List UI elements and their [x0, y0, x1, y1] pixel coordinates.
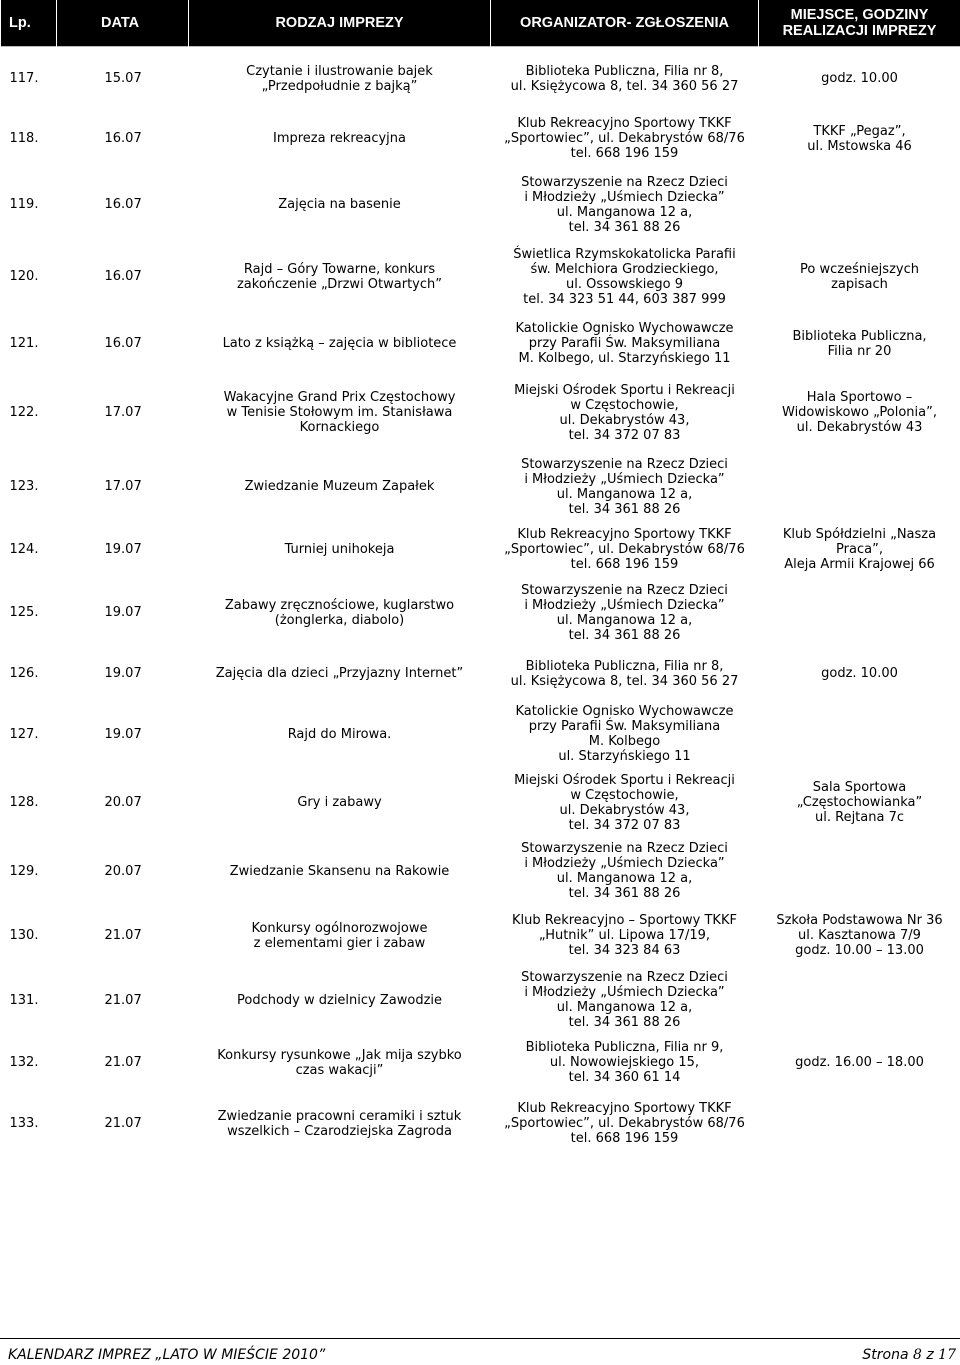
- row-location: Klub Spółdzielni „Nasza Praca”, Aleja Armii Krajowej 66: [759, 525, 960, 575]
- row-event-type: Konkursy ogólnorozwojowe z elementami gier i zabaw: [189, 909, 491, 963]
- separator-cell: [189, 644, 491, 651]
- separator-cell: [189, 47, 491, 54]
- row-separator: [1, 575, 960, 582]
- table-row: [1, 1095, 960, 1153]
- separator-cell: [759, 644, 960, 651]
- separator-cell: [759, 167, 960, 174]
- row-lp: 129.: [1, 841, 57, 902]
- row-separator: [1, 902, 960, 909]
- row-date: 19.07: [57, 525, 189, 575]
- separator-cell: [759, 370, 960, 377]
- row-organizer: Katolickie Ognisko Wychowawcze przy Parafii Św. Maksymiliana M. Kolbego ul. Starzyńskiego 11: [491, 704, 759, 765]
- row-organizer: Klub Rekreacyjno Sportowy TKKF „Sportowiec”, ul. Dekabrystów 68/76 tel. 668 196 159: [491, 111, 759, 167]
- separator-cell: [759, 765, 960, 772]
- row-organizer: Stowarzyszenie na Rzecz Dzieci i Młodzieży „Uśmiech Dziecka” ul. Manganowa 12 a, tel. 34 361 88 26: [491, 970, 759, 1031]
- table-row: [1, 909, 960, 963]
- separator-cell: [189, 167, 491, 174]
- row-lp: 124.: [1, 525, 57, 575]
- row-separator: [1, 765, 960, 772]
- separator-cell: [491, 167, 759, 174]
- separator-cell: [57, 1031, 189, 1038]
- table-row: [1, 582, 960, 644]
- row-lp: 125.: [1, 582, 57, 644]
- row-date: 20.07: [57, 772, 189, 834]
- separator-cell: [189, 697, 491, 704]
- page-current: 8: [913, 1347, 922, 1363]
- row-lp: 131.: [1, 970, 57, 1031]
- separator-cell: [491, 902, 759, 909]
- separator-cell: [57, 449, 189, 456]
- page-footer: [0, 1338, 960, 1365]
- separator-cell: [759, 1031, 960, 1038]
- separator-cell: [57, 370, 189, 377]
- separator-cell: [491, 575, 759, 582]
- row-location: [759, 970, 960, 1031]
- separator-cell: [491, 47, 759, 54]
- row-separator: [1, 1031, 960, 1038]
- row-date: 16.07: [57, 318, 189, 370]
- row-date: 15.07: [57, 54, 189, 104]
- row-separator: [1, 449, 960, 456]
- header-organizer: ORGANIZATOR- ZGŁOSZENIA: [491, 0, 759, 47]
- separator-cell: [1, 518, 57, 525]
- row-date: 16.07: [57, 111, 189, 167]
- separator-cell: [491, 236, 759, 243]
- separator-cell: [189, 236, 491, 243]
- row-event-type: Zwiedzanie Muzeum Zapałek: [189, 456, 491, 518]
- header-date: DATA: [57, 0, 189, 47]
- row-location: [759, 456, 960, 518]
- separator-cell: [491, 1088, 759, 1095]
- row-date: 21.07: [57, 909, 189, 963]
- separator-cell: [759, 902, 960, 909]
- separator-cell: [57, 236, 189, 243]
- row-organizer: Stowarzyszenie na Rzecz Dzieci i Młodzieży „Uśmiech Dziecka” ul. Manganowa 12 a, tel. 34 361 88 26: [491, 841, 759, 902]
- separator-cell: [1, 1031, 57, 1038]
- separator-cell: [57, 1088, 189, 1095]
- separator-cell: [57, 518, 189, 525]
- separator-cell: [759, 47, 960, 54]
- row-date: 21.07: [57, 970, 189, 1031]
- separator-cell: [1, 236, 57, 243]
- row-separator: [1, 644, 960, 651]
- separator-cell: [1, 902, 57, 909]
- separator-cell: [57, 834, 189, 841]
- separator-cell: [1, 834, 57, 841]
- table-row: [1, 970, 960, 1031]
- separator-cell: [491, 765, 759, 772]
- row-event-type: Podchody w dzielnicy Zawodzie: [189, 970, 491, 1031]
- table-row: [1, 1038, 960, 1088]
- separator-cell: [1, 104, 57, 111]
- separator-cell: [57, 575, 189, 582]
- row-organizer: Klub Rekreacyjno Sportowy TKKF „Sportowiec”, ul. Dekabrystów 68/76 tel. 668 196 159: [491, 1095, 759, 1153]
- row-separator: [1, 236, 960, 243]
- separator-cell: [57, 644, 189, 651]
- separator-cell: [189, 765, 491, 772]
- row-lp: 133.: [1, 1095, 57, 1153]
- separator-cell: [759, 236, 960, 243]
- row-location: godz. 16.00 – 18.00: [759, 1038, 960, 1088]
- table-body: [1, 47, 960, 1153]
- separator-cell: [57, 765, 189, 772]
- table-row: [1, 525, 960, 575]
- row-event-type: Czytanie i ilustrowanie bajek „Przedpołudnie z bajką”: [189, 54, 491, 104]
- row-location: [759, 1095, 960, 1153]
- header-type: RODZAJ IMPREZY: [189, 0, 491, 47]
- row-separator: [1, 311, 960, 318]
- row-location: [759, 582, 960, 644]
- row-organizer: Biblioteka Publiczna, Filia nr 8, ul. Księżycowa 8, tel. 34 360 56 27: [491, 54, 759, 104]
- row-event-type: Gry i zabawy: [189, 772, 491, 834]
- row-organizer: Miejski Ośrodek Sportu i Rekreacji w Częstochowie, ul. Dekabrystów 43, tel. 34 372 07 83: [491, 772, 759, 834]
- separator-cell: [57, 311, 189, 318]
- row-event-type: Wakacyjne Grand Prix Częstochowy w Tenisie Stołowym im. Stanisława Kornackiego: [189, 377, 491, 449]
- row-organizer: Świetlica Rzymskokatolicka Parafii św. Melchiora Grodzieckiego, ul. Ossowskiego 9 tel. 34 323 51 44, 603 387 999: [491, 243, 759, 311]
- row-event-type: Zajęcia dla dzieci „Przyjazny Internet”: [189, 651, 491, 697]
- row-date: 21.07: [57, 1038, 189, 1088]
- row-separator: [1, 834, 960, 841]
- separator-cell: [189, 104, 491, 111]
- row-event-type: Zwiedzanie Skansenu na Rakowie: [189, 841, 491, 902]
- separator-cell: [491, 644, 759, 651]
- page-total: 17: [938, 1347, 956, 1363]
- separator-cell: [759, 575, 960, 582]
- separator-cell: [759, 449, 960, 456]
- separator-cell: [1, 370, 57, 377]
- row-organizer: Klub Rekreacyjno – Sportowy TKKF „Hutnik” ul. Lipowa 17/19, tel. 34 323 84 63: [491, 909, 759, 963]
- table-row: [1, 243, 960, 311]
- row-separator: [1, 963, 960, 970]
- table-row: [1, 318, 960, 370]
- row-location: Po wcześniejszych zapisach: [759, 243, 960, 311]
- table-row: [1, 651, 960, 697]
- row-lp: 120.: [1, 243, 57, 311]
- separator-cell: [57, 697, 189, 704]
- row-separator: [1, 167, 960, 174]
- table-row: [1, 772, 960, 834]
- row-lp: 130.: [1, 909, 57, 963]
- separator-cell: [1, 765, 57, 772]
- separator-cell: [491, 1031, 759, 1038]
- separator-cell: [759, 104, 960, 111]
- separator-cell: [759, 1088, 960, 1095]
- table-row: [1, 111, 960, 167]
- header-location: MIEJSCE, GODZINY REALIZACJI IMPREZY: [759, 0, 960, 47]
- separator-cell: [189, 575, 491, 582]
- row-organizer: Stowarzyszenie na Rzecz Dzieci i Młodzieży „Uśmiech Dziecka” ul. Manganowa 12 a, tel. 34 361 88 26: [491, 174, 759, 236]
- separator-cell: [491, 697, 759, 704]
- separator-cell: [1, 167, 57, 174]
- separator-cell: [189, 902, 491, 909]
- row-event-type: Konkursy rysunkowe „Jak mija szybko czas wakacji”: [189, 1038, 491, 1088]
- separator-cell: [57, 902, 189, 909]
- row-organizer: Stowarzyszenie na Rzecz Dzieci i Młodzieży „Uśmiech Dziecka” ul. Manganowa 12 a, tel. 34 361 88 26: [491, 456, 759, 518]
- separator-cell: [1, 1088, 57, 1095]
- row-event-type: Impreza rekreacyjna: [189, 111, 491, 167]
- row-lp: 117.: [1, 54, 57, 104]
- row-event-type: Zajęcia na basenie: [189, 174, 491, 236]
- row-date: 17.07: [57, 456, 189, 518]
- row-event-type: Zwiedzanie pracowni ceramiki i sztuk wszelkich – Czarodziejska Zagroda: [189, 1095, 491, 1153]
- row-lp: 122.: [1, 377, 57, 449]
- row-separator: [1, 518, 960, 525]
- row-lp: 128.: [1, 772, 57, 834]
- separator-cell: [189, 1088, 491, 1095]
- row-lp: 121.: [1, 318, 57, 370]
- separator-cell: [1, 47, 57, 54]
- separator-cell: [759, 311, 960, 318]
- separator-cell: [189, 449, 491, 456]
- table-row: [1, 377, 960, 449]
- row-date: 19.07: [57, 582, 189, 644]
- separator-cell: [491, 449, 759, 456]
- header-lp: Lp.: [1, 0, 57, 47]
- separator-cell: [189, 963, 491, 970]
- row-organizer: Biblioteka Publiczna, Filia nr 8, ul. Księżycowa 8, tel. 34 360 56 27: [491, 651, 759, 697]
- separator-cell: [759, 697, 960, 704]
- separator-cell: [189, 518, 491, 525]
- separator-cell: [1, 644, 57, 651]
- row-lp: 119.: [1, 174, 57, 236]
- row-date: 21.07: [57, 1095, 189, 1153]
- separator-cell: [1, 963, 57, 970]
- separator-cell: [1, 575, 57, 582]
- row-date: 20.07: [57, 841, 189, 902]
- row-event-type: Rajd do Mirowa.: [189, 704, 491, 765]
- row-separator: [1, 697, 960, 704]
- page-number: [862, 1347, 956, 1363]
- separator-cell: [491, 518, 759, 525]
- separator-cell: [759, 518, 960, 525]
- separator-cell: [491, 963, 759, 970]
- separator-cell: [57, 104, 189, 111]
- row-location: godz. 10.00: [759, 54, 960, 104]
- row-event-type: Rajd – Góry Towarne, konkurs zakończenie „Drzwi Otwartych”: [189, 243, 491, 311]
- row-separator: [1, 104, 960, 111]
- row-lp: 132.: [1, 1038, 57, 1088]
- separator-cell: [491, 104, 759, 111]
- row-date: 19.07: [57, 651, 189, 697]
- row-event-type: Turniej unihokeja: [189, 525, 491, 575]
- row-organizer: Stowarzyszenie na Rzecz Dzieci i Młodzieży „Uśmiech Dziecka” ul. Manganowa 12 a, tel. 34 361 88 26: [491, 582, 759, 644]
- footer-title: KALENDARZ IMPREZ „LATO W MIEŚCIE 2010”: [8, 1347, 325, 1363]
- row-event-type: Lato z książką – zajęcia w bibliotece: [189, 318, 491, 370]
- row-location: Hala Sportowo – Widowiskowo „Polonia”, ul. Dekabrystów 43: [759, 377, 960, 449]
- page-of: z: [926, 1347, 933, 1363]
- row-location: Sala Sportowa „Częstochowianka” ul. Rejtana 7c: [759, 772, 960, 834]
- row-separator: [1, 1088, 960, 1095]
- row-location: Szkoła Podstawowa Nr 36 ul. Kasztanowa 7/9 godz. 10.00 – 13.00: [759, 909, 960, 963]
- row-organizer: Klub Rekreacyjno Sportowy TKKF „Sportowiec”, ul. Dekabrystów 68/76 tel. 668 196 159: [491, 525, 759, 575]
- row-location: [759, 704, 960, 765]
- row-location: godz. 10.00: [759, 651, 960, 697]
- row-location: [759, 841, 960, 902]
- separator-cell: [491, 311, 759, 318]
- row-lp: 126.: [1, 651, 57, 697]
- separator-cell: [57, 47, 189, 54]
- row-location: TKKF „Pegaz”, ul. Mstowska 46: [759, 111, 960, 167]
- separator-cell: [189, 1031, 491, 1038]
- table-row: [1, 54, 960, 104]
- page-label: Strona: [862, 1347, 908, 1363]
- row-event-type: Zabawy zręcznościowe, kuglarstwo (żonglerka, diabolo): [189, 582, 491, 644]
- row-date: 17.07: [57, 377, 189, 449]
- separator-cell: [189, 834, 491, 841]
- separator-cell: [189, 311, 491, 318]
- separator-cell: [1, 311, 57, 318]
- row-separator: [1, 47, 960, 54]
- separator-cell: [491, 834, 759, 841]
- row-lp: 127.: [1, 704, 57, 765]
- row-location: [759, 174, 960, 236]
- row-date: 16.07: [57, 243, 189, 311]
- row-date: 19.07: [57, 704, 189, 765]
- table-row: [1, 841, 960, 902]
- table-row: [1, 174, 960, 236]
- row-organizer: Biblioteka Publiczna, Filia nr 9, ul. Nowowiejskiego 15, tel. 34 360 61 14: [491, 1038, 759, 1088]
- separator-cell: [1, 449, 57, 456]
- row-lp: 118.: [1, 111, 57, 167]
- row-lp: 123.: [1, 456, 57, 518]
- separator-cell: [759, 963, 960, 970]
- row-organizer: Miejski Ośrodek Sportu i Rekreacji w Częstochowie, ul. Dekabrystów 43, tel. 34 372 07 83: [491, 377, 759, 449]
- row-separator: [1, 370, 960, 377]
- separator-cell: [759, 834, 960, 841]
- separator-cell: [189, 370, 491, 377]
- separator-cell: [1, 697, 57, 704]
- row-organizer: Katolickie Ognisko Wychowawcze przy Parafii Św. Maksymiliana M. Kolbego, ul. Starzyńskiego 11: [491, 318, 759, 370]
- table-row: [1, 704, 960, 765]
- separator-cell: [57, 963, 189, 970]
- row-location: Biblioteka Publiczna, Filia nr 20: [759, 318, 960, 370]
- separator-cell: [57, 167, 189, 174]
- table-row: [1, 456, 960, 518]
- row-date: 16.07: [57, 174, 189, 236]
- separator-cell: [491, 370, 759, 377]
- table-header: [1, 0, 960, 47]
